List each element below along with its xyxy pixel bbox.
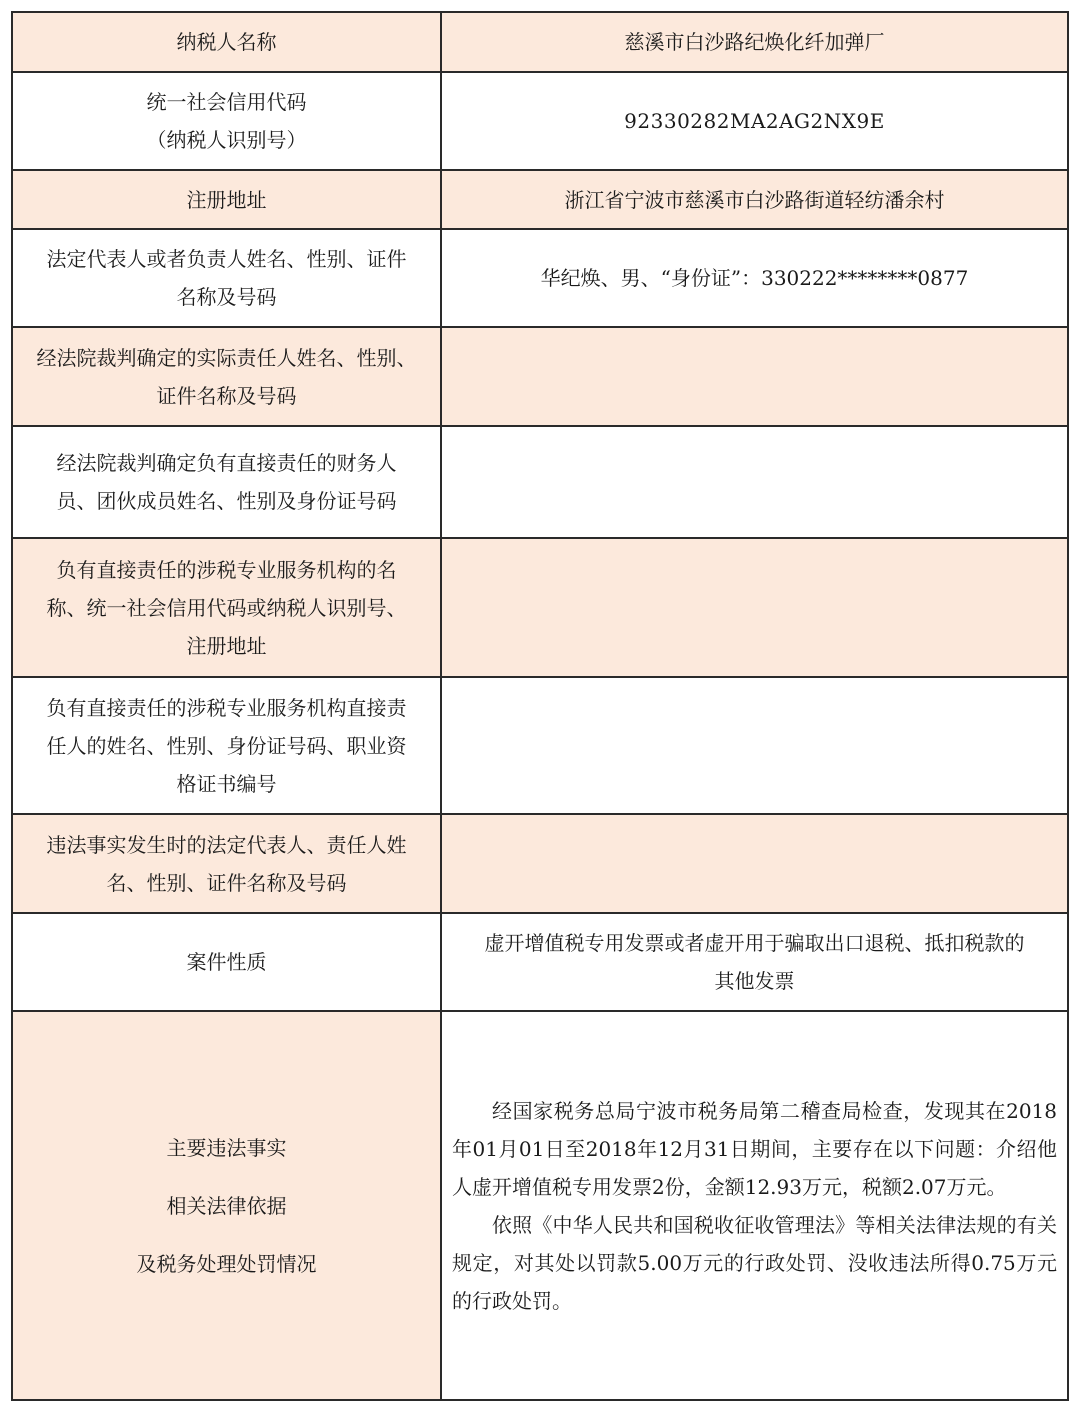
label-line: 违法事实发生时的法定代表人、责任人姓: [46, 832, 407, 857]
row-case-nature: [12, 913, 1068, 1011]
label-line: 案件性质: [186, 950, 267, 974]
value-cell: [441, 426, 1068, 538]
label-line: 经法院裁判确定的实际责任人姓名、性别、: [36, 345, 417, 370]
label-cell: [12, 170, 441, 229]
row-violation-facts: [12, 1011, 1068, 1400]
label-line: 格证书编号: [176, 771, 277, 796]
label-line: 纳税人名称: [176, 30, 277, 54]
value-cell: [441, 327, 1068, 426]
label-line: 称、统一社会信用代码或纳税人识别号、: [46, 595, 407, 620]
label-cell: [12, 72, 441, 170]
label-cell: [12, 229, 441, 327]
tax-violation-info-table: [11, 11, 1069, 1401]
value-line: 浙江省宁波市慈溪市白沙路街道轻纺潘余村: [564, 187, 945, 212]
value-line: 92330282MA2AG2NX9E: [624, 109, 885, 133]
value-line: 华纪焕、男、“身份证”：330222********0877: [540, 266, 969, 290]
label-line: 名、性别、证件名称及号码: [106, 870, 347, 895]
label-line: 注册地址: [186, 633, 267, 658]
label-line: （纳税人识别号）: [146, 128, 307, 152]
row-taxpayer-name: [12, 12, 1068, 72]
value-cell: [441, 538, 1068, 677]
label-cell: [12, 538, 441, 677]
value-cell: [441, 814, 1068, 913]
value-line: 虚开增值税专用发票或者虚开用于骗取出口退税、抵扣税款的: [484, 931, 1025, 955]
row-representative-at-violation: [12, 814, 1068, 913]
label-line: 负有直接责任的涉税专业服务机构直接责: [46, 695, 407, 720]
label-line: 经法院裁判确定负有直接责任的财务人: [56, 451, 397, 475]
label-line: 及税务处理处罚情况: [136, 1251, 317, 1276]
label-line: 负有直接责任的涉税专业服务机构的名: [56, 557, 397, 582]
label-line: 注册地址: [186, 187, 267, 212]
label-line: 证件名称及号码: [156, 383, 297, 408]
row-court-responsible-person: [12, 327, 1068, 426]
label-cell: [12, 12, 441, 72]
value-line: 其他发票: [714, 969, 795, 993]
value-line: 慈溪市白沙路纪焕化纤加弹厂: [624, 30, 885, 54]
penalty-paragraph: 依照《中华人民共和国税收征收管理法》等相关法律法规的有关规定，对其处以罚款5.00万元的行政处罚、没收违法所得0.75万元的行政处罚。: [452, 1212, 1057, 1313]
row-agency-responsible-person: [12, 677, 1068, 814]
label-cell: [12, 814, 441, 913]
label-cell: [12, 327, 441, 426]
value-cell: [441, 677, 1068, 814]
row-registered-address: [12, 170, 1068, 229]
label-line: 任人的姓名、性别、身份证号码、职业资: [46, 733, 407, 758]
row-service-agency: [12, 538, 1068, 677]
violation-facts-paragraph: 经国家税务总局宁波市税务局第二稽查局检查，发现其在2018年01月01日至2018年12月31日期间，主要存在以下问题：介绍他人虚开增值税专用发票2份，金额12.93万元，税额2.07万元。: [452, 1098, 1057, 1199]
value-cell: [441, 72, 1068, 170]
label-line: 统一社会信用代码: [146, 90, 307, 114]
row-legal-representative: [12, 229, 1068, 327]
row-credit-code: [12, 72, 1068, 170]
label-line: 相关法律依据: [166, 1193, 287, 1218]
label-cell: [12, 677, 441, 814]
label-line: 法定代表人或者负责人姓名、性别、证件: [46, 247, 407, 271]
label-cell: [12, 426, 441, 538]
label-cell: [12, 913, 441, 1011]
value-cell: [441, 12, 1068, 72]
value-cell: [441, 913, 1068, 1011]
value-cell: [441, 229, 1068, 327]
value-cell: [441, 1011, 1068, 1400]
label-cell: [12, 1011, 441, 1400]
label-line: 名称及号码: [176, 285, 277, 309]
label-line: 主要违法事实: [166, 1135, 287, 1160]
value-cell: [441, 170, 1068, 229]
label-line: 员、团伙成员姓名、性别及身份证号码: [56, 489, 397, 513]
row-finance-personnel: [12, 426, 1068, 538]
